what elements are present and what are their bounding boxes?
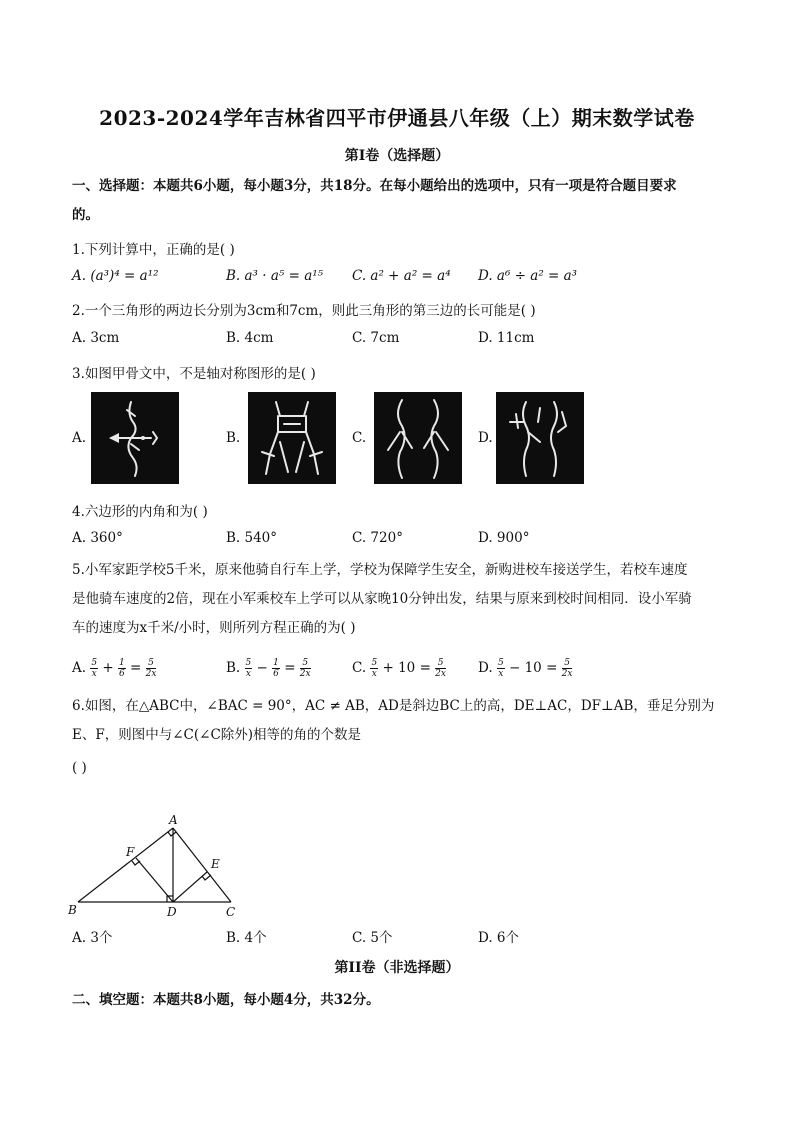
q4-option-b[interactable]: B. 540°: [226, 530, 278, 546]
q5-option-b-label: B.: [226, 660, 241, 676]
q3-option-d[interactable]: [478, 392, 598, 484]
side-ac: [173, 828, 231, 902]
q5-option-a-label: A.: [72, 660, 87, 676]
q5-option-c[interactable]: C. $\frac{5}{x}$ + 10 = $\frac{5}{2x}$: [352, 658, 446, 679]
q4-option-a[interactable]: A. 360°: [72, 530, 123, 546]
q1-options: [72, 268, 722, 288]
q6-options: [72, 926, 722, 946]
q1-option-a[interactable]: A. (a³)⁴ = a¹²: [72, 268, 159, 284]
q5-option-b[interactable]: B. $\frac{5}{x}$ − $\frac{1}{6}$ = $\frac{5}{2x}$: [226, 658, 311, 679]
q5-options: [72, 658, 722, 678]
q4-option-d[interactable]: D. 900°: [478, 530, 530, 546]
q5-stem-line2: 是他骑车速度的2倍，现在小军乘校车上学可以从家晚10分钟出发，结果与原来到校时间相同．设小军骑: [72, 591, 692, 607]
vertex-label-e: E: [211, 857, 220, 871]
fraction: $\frac{5}{x}$: [91, 658, 98, 679]
q1-option-c[interactable]: C. a² + a² = a⁴: [352, 268, 451, 284]
q3-option-a-label: A.: [72, 430, 87, 446]
q6-option-c[interactable]: C. 5个: [352, 930, 393, 946]
q2-options: [72, 330, 722, 350]
q5-option-a[interactable]: A. $\frac{5}{x}$ + $\frac{1}{6}$ = $\frac{5}{2x}$: [72, 658, 157, 679]
q5-stem-line1: 5.小军家距学校5千米，原来他骑自行车上学，学校为保障学生安全，新购进校车接送学生，若校车速度: [72, 562, 688, 578]
oracle-glyph-b-icon: [248, 392, 336, 484]
section-one-line1: 一、选择题：本题共6小题，每小题3分，共18分。在每小题给出的选项中，只有一项是符合题目要求: [72, 178, 677, 194]
oracle-glyph-b-image: [248, 392, 336, 484]
q5-option-d-label: D.: [478, 660, 493, 676]
part-one-heading: 第I卷（选择题）: [344, 148, 450, 164]
right-angle-a: [168, 832, 176, 836]
oracle-glyph-a-icon: [91, 392, 179, 484]
q3-stem: 3.如图甲骨文中，不是轴对称图形的是( ): [72, 366, 316, 382]
side-ab: [78, 828, 173, 902]
q1-stem: 1.下列计算中，正确的是( ): [72, 242, 235, 258]
q5-stem-line3: 车的速度为x千米/小时，则所列方程正确的为( ): [72, 620, 356, 636]
q3-option-b-label: B.: [226, 430, 241, 446]
q3-option-d-label: D.: [478, 430, 493, 446]
q2-stem: 2.一个三角形的两边长分别为3cm和7cm，则此三角形的第三边的长可能是( ): [72, 303, 536, 319]
right-angle-f: [132, 861, 140, 865]
q6-option-a[interactable]: A. 3个: [72, 930, 113, 946]
section-two-instructions: 二、填空题：本题共8小题，每小题4分，共32分。: [72, 992, 380, 1008]
q1-option-d[interactable]: D. a⁶ ÷ a² = a³: [478, 268, 578, 284]
q6-stem-line1: 6.如图，在△ABC中，∠BAC = 90°，AC ≠ AB，AD是斜边BC上的高，DE⊥AC，DF⊥AB，垂足分别为: [72, 698, 715, 714]
q2-option-c[interactable]: C. 7cm: [352, 330, 400, 346]
fraction: $\frac{5}{x}$: [497, 658, 504, 679]
fraction: $\frac{5}{2x}$: [435, 658, 446, 679]
section-one-line2: 的。: [72, 207, 99, 223]
q6-option-b[interactable]: B. 4个: [226, 930, 267, 946]
q4-stem: 4.六边形的内角和为( ): [72, 504, 208, 520]
q4-options: [72, 530, 722, 550]
page-title: 2023-2024学年吉林省四平市伊通县八年级（上）期末数学试卷: [99, 106, 695, 130]
q5-option-c-label: C.: [352, 660, 367, 676]
q2-option-d[interactable]: D. 11cm: [478, 330, 535, 346]
oracle-glyph-c-icon: [374, 392, 462, 484]
q6-stem: [72, 692, 722, 783]
oracle-glyph-c-image: [374, 392, 462, 484]
q3-option-c[interactable]: [352, 392, 472, 484]
fraction: $\frac{5}{x}$: [245, 658, 252, 679]
q2-option-a[interactable]: A. 3cm: [72, 330, 120, 346]
triangle-diagram: [66, 808, 246, 920]
q5-option-d[interactable]: D. $\frac{5}{x}$ − 10 = $\frac{5}{2x}$: [478, 658, 573, 679]
oracle-glyph-d-icon: [496, 392, 584, 484]
vertex-label-c: C: [226, 905, 236, 919]
q1-option-b[interactable]: B. a³ · a⁵ = a¹⁵: [226, 268, 324, 284]
fraction: $\frac{5}{2x}$: [145, 658, 157, 679]
vertex-label-a: A: [169, 813, 178, 827]
fraction: $\frac{1}{6}$: [118, 658, 125, 679]
q3-option-a[interactable]: [72, 392, 192, 484]
section-one-instructions: [72, 172, 722, 230]
fraction: $\frac{5}{2x}$: [561, 658, 573, 679]
q6-stem-line3: ( ): [72, 760, 87, 776]
fraction: $\frac{5}{x}$: [371, 658, 378, 679]
oracle-glyph-a-image: [91, 392, 179, 484]
q3-option-c-label: C.: [352, 430, 367, 446]
fraction: $\frac{5}{2x}$: [299, 658, 311, 679]
vertex-label-f: F: [126, 845, 135, 859]
q5-stem: [72, 556, 722, 643]
q6-stem-line2: E、F，则图中与∠C(∠C除外)相等的角的个数是: [72, 727, 362, 743]
vertex-label-d: D: [167, 905, 177, 919]
q6-option-d[interactable]: D. 6个: [478, 930, 520, 946]
q2-option-b[interactable]: B. 4cm: [226, 330, 274, 346]
q4-option-c[interactable]: C. 720°: [352, 530, 403, 546]
oracle-glyph-d-image: [496, 392, 584, 484]
vertex-label-b: B: [68, 903, 77, 917]
fraction: $\frac{1}{6}$: [273, 658, 279, 679]
q3-option-b[interactable]: [226, 392, 346, 484]
part-two-heading: 第II卷（非选择题）: [334, 960, 460, 976]
